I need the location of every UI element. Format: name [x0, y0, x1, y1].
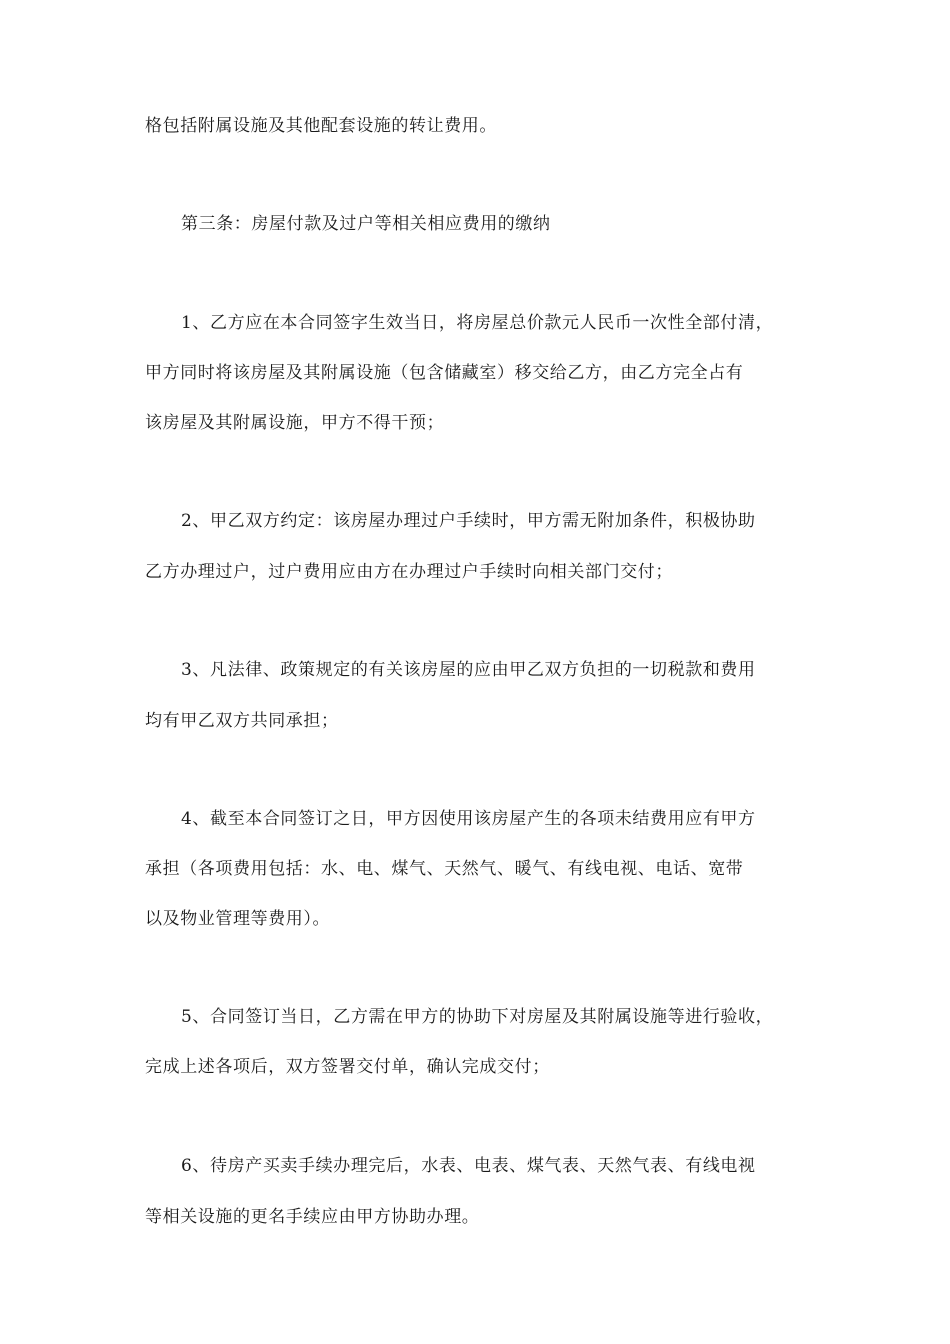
- continuation-line: 格包括附属设施及其他配套设施的转让费用。: [145, 116, 497, 136]
- clause-line: 5、合同签订当日，乙方需在甲方的协助下对房屋及其附属设施等进行验收，: [181, 1007, 774, 1027]
- clause-line: 4、截至本合同签订之日，甲方因使用该房屋产生的各项未结费用应有甲方: [181, 809, 756, 829]
- clause-line: 乙方办理过户，过户费用应由方在办理过户手续时向相关部门交付；: [145, 562, 673, 582]
- clause-line: 该房屋及其附属设施，甲方不得干预；: [145, 413, 445, 433]
- clause-line: 3、凡法律、政策规定的有关该房屋的应由甲乙双方负担的一切税款和费用: [181, 660, 756, 680]
- clause-line: 以及物业管理等费用）。: [145, 909, 331, 929]
- clause-line: 承担（各项费用包括：水、电、煤气、天然气、暖气、有线电视、电话、宽带: [145, 859, 744, 879]
- clause-line: 6、待房产买卖手续办理完后，水表、电表、煤气表、天然气表、有线电视: [181, 1156, 756, 1176]
- clause-line: 2、甲乙双方约定：该房屋办理过户手续时，甲方需无附加条件，积极协助: [181, 511, 756, 531]
- article-heading: 第三条：房屋付款及过户等相关相应费用的缴纳: [181, 214, 551, 234]
- clause-line: 等相关设施的更名手续应由甲方协助办理。: [145, 1207, 480, 1227]
- clause-line: 均有甲乙双方共同承担；: [145, 711, 339, 731]
- clause-line: 1、乙方应在本合同签字生效当日，将房屋总价款元人民币一次性全部付清，: [181, 313, 774, 333]
- clause-line: 完成上述各项后，双方签署交付单，确认完成交付；: [145, 1057, 550, 1077]
- clause-line: 甲方同时将该房屋及其附属设施（包含储藏室）移交给乙方，由乙方完全占有: [145, 363, 744, 383]
